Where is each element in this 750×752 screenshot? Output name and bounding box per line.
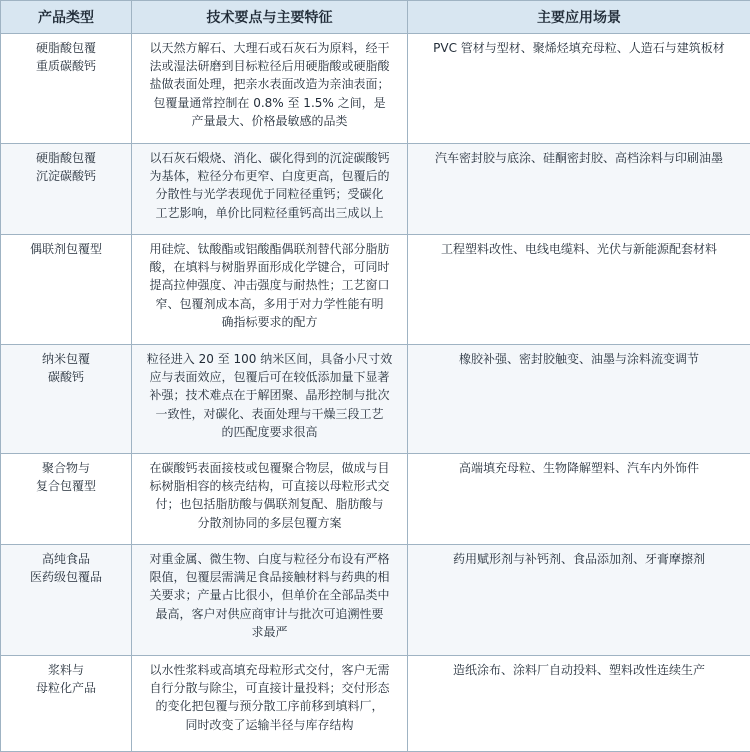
features-cell xyxy=(132,454,408,545)
features-line: 法或湿法研磨到目标粒径后用硬脂酸或硬脂酸 xyxy=(142,57,397,75)
applications-cell: 汽车密封胶与底涂、硅酮密封胶、高档涂料与印刷油墨 xyxy=(408,144,750,235)
table-body xyxy=(1,34,750,752)
product-type-cell xyxy=(1,454,132,545)
features-line: 提高拉伸强度、冲击强度与耐热性；工艺窗口 xyxy=(142,276,397,294)
features-line: 包覆量通常控制在 0.8% 至 1.5% 之间，是 xyxy=(142,94,397,112)
product-type-line: 纳米包覆 xyxy=(5,350,127,368)
applications-cell: 造纸涂布、涂料厂自动投料、塑料改性连续生产 xyxy=(408,656,750,752)
product-type-cell xyxy=(1,345,132,454)
features-line: 窄、包覆剂成本高，多用于对力学性能有明 xyxy=(142,295,397,313)
features-line: 应与表面效应，包覆后可在较低添加量下显著 xyxy=(142,368,397,386)
features-line: 限值，包覆层需满足食品接触材料与药典的相 xyxy=(142,568,397,586)
features-cell xyxy=(132,656,408,752)
table-row xyxy=(1,34,750,144)
product-type-cell xyxy=(1,235,132,345)
product-type-cell xyxy=(1,34,132,144)
features-line: 自行分散与除尘，可直接计量投料；交付形态 xyxy=(142,679,397,697)
features-cell xyxy=(132,345,408,454)
features-line: 求最严 xyxy=(142,623,397,641)
product-type-line: 母粒化产品 xyxy=(5,679,127,697)
features-line: 以水性浆料或高填充母粒形式交付，客户无需 xyxy=(142,661,397,679)
features-line: 工艺影响，单价比同粒径重钙高出三成以上 xyxy=(142,204,397,222)
features-line: 以石灰石煅烧、消化、碳化得到的沉淀碳酸钙 xyxy=(142,149,397,167)
features-line: 用硅烷、钛酸酯或铝酸酯偶联剂替代部分脂肪 xyxy=(142,240,397,258)
features-line: 的变化把包覆与预分散工序前移到填料厂， xyxy=(142,697,397,715)
features-line: 对重金属、微生物、白度与粒径分布设有严格 xyxy=(142,550,397,568)
header-features: 技术要点与主要特征 xyxy=(132,1,408,34)
applications-cell: 工程塑料改性、电线电缆料、光伏与新能源配套材料 xyxy=(408,235,750,345)
product-type-cell xyxy=(1,656,132,752)
product-type-line: 碳酸钙 xyxy=(5,368,127,386)
product-type-line: 浆料与 xyxy=(5,661,127,679)
table-header-row xyxy=(1,1,750,34)
applications-cell: 药用赋形剂与补钙剂、食品添加剂、牙膏摩擦剂 xyxy=(408,545,750,656)
features-line: 付；也包括脂肪酸与偶联剂复配、脂肪酸与 xyxy=(142,495,397,513)
features-line: 补强；技术难点在于解团聚、晶形控制与批次 xyxy=(142,386,397,404)
features-cell xyxy=(132,545,408,656)
features-line: 同时改变了运输半径与库存结构 xyxy=(142,716,397,734)
features-line: 酸，在填料与树脂界面形成化学键合，可同时 xyxy=(142,258,397,276)
product-type-cell xyxy=(1,545,132,656)
applications-cell: 高端填充母粒、生物降解塑料、汽车内外饰件 xyxy=(408,454,750,545)
features-line: 标树脂相容的核壳结构，可直接以母粒形式交 xyxy=(142,477,397,495)
features-line: 关要求；产量占比很小，但单价在全部品类中 xyxy=(142,586,397,604)
table-row xyxy=(1,545,750,656)
features-line: 一致性，对碳化、表面处理与干燥三段工艺 xyxy=(142,405,397,423)
features-line: 的匹配度要求很高 xyxy=(142,423,397,441)
product-type-line: 硬脂酸包覆 xyxy=(5,149,127,167)
features-cell xyxy=(132,144,408,235)
applications-cell: 橡胶补强、密封胶触变、油墨与涂料流变调节 xyxy=(408,345,750,454)
features-line: 产量最大、价格最敏感的品类 xyxy=(142,112,397,130)
features-line: 在碳酸钙表面接枝或包覆聚合物层，做成与目 xyxy=(142,459,397,477)
features-line: 以天然方解石、大理石或石灰石为原料，经干 xyxy=(142,39,397,57)
header-applications: 主要应用场景 xyxy=(408,1,750,34)
product-type-line: 复合包覆型 xyxy=(5,477,127,495)
features-cell xyxy=(132,235,408,345)
features-line: 盐做表面处理，把亲水表面改造为亲油表面； xyxy=(142,75,397,93)
features-cell xyxy=(132,34,408,144)
product-type-line: 重质碳酸钙 xyxy=(5,57,127,75)
table-row xyxy=(1,144,750,235)
applications-cell: PVC 管材与型材、聚烯烃填充母粒、人造石与建筑板材 xyxy=(408,34,750,144)
features-line: 分散性与光学表现优于同粒径重钙；受碳化 xyxy=(142,185,397,203)
table-row xyxy=(1,345,750,454)
features-line: 为基体，粒径分布更窄、白度更高，包覆后的 xyxy=(142,167,397,185)
product-type-line: 聚合物与 xyxy=(5,459,127,477)
header-product-type: 产品类型 xyxy=(1,1,132,34)
product-type-line: 高纯食品 xyxy=(5,550,127,568)
product-type-cell xyxy=(1,144,132,235)
features-line: 最高，客户对供应商审计与批次可追溯性要 xyxy=(142,605,397,623)
product-type-line: 偶联剂包覆型 xyxy=(5,240,127,258)
product-type-line: 沉淀碳酸钙 xyxy=(5,167,127,185)
product-type-line: 医药级包覆品 xyxy=(5,568,127,586)
features-line: 粒径进入 20 至 100 纳米区间，具备小尺寸效 xyxy=(142,350,397,368)
product-type-line: 硬脂酸包覆 xyxy=(5,39,127,57)
table-row xyxy=(1,656,750,752)
table-row xyxy=(1,235,750,345)
features-line: 分散剂协同的多层包覆方案 xyxy=(142,514,397,532)
table-row xyxy=(1,454,750,545)
features-line: 确指标要求的配方 xyxy=(142,313,397,331)
